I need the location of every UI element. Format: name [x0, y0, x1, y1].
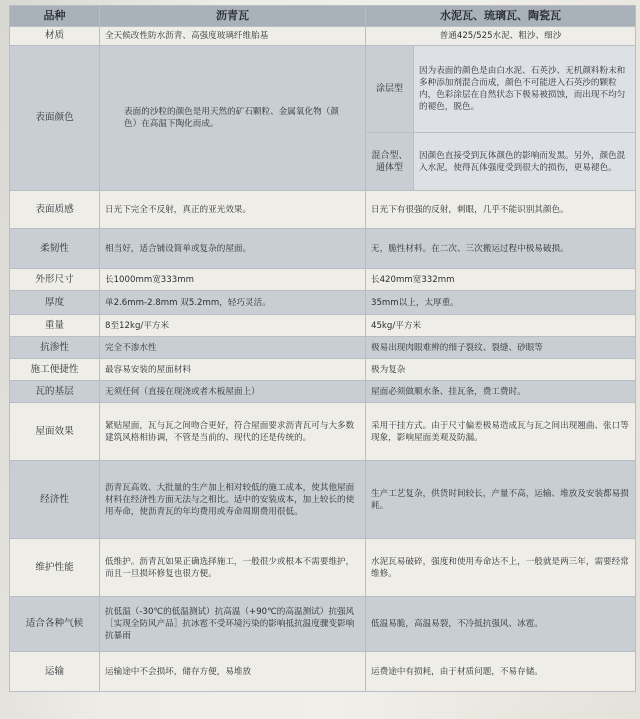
other-cell: 45kg/平方米: [366, 315, 636, 337]
asphalt-cell: 全天候改性防水沥青、高强度玻璃纤维胎基: [100, 27, 366, 46]
other-cell: 生产工艺复杂，供货时间较长，产量不高，运输、堆放及安装都易损耗。: [366, 461, 636, 539]
row-surface-color: [10, 46, 636, 133]
row-label: 厚度: [10, 291, 100, 315]
coating-type-text: 因为表面的颜色是由白水泥、石英沙、无机颜料粉末和多种添加剂混合而成，颜色不可能进入石英沙的颗粒内，色彩涂层在自然状态下极易被损蚀，而出现不均匀的褪色，脱色。: [414, 46, 636, 133]
row-label: 柔韧性: [10, 229, 100, 269]
row-texture: [10, 191, 636, 229]
row-label: 适合各种气候: [10, 597, 100, 652]
row-label: 施工便捷性: [10, 359, 100, 381]
row-label: 瓦的基层: [10, 381, 100, 403]
row-label: 外形尺寸: [10, 269, 100, 291]
other-cell: 运费途中有损耗，由于材质问题，不易存储。: [366, 652, 636, 692]
row-maintenance: [10, 539, 636, 597]
mixed-type-label: 混合型、通体型: [366, 133, 414, 191]
row-roof-effect: [10, 403, 636, 461]
row-label: 经济性: [10, 461, 100, 539]
row-label: 表面质感: [10, 191, 100, 229]
asphalt-cell: 沥青瓦高效、大批量的生产加上相对较低的施工成本，使其他屋面材料在经济性方面无法与之相比。适中的安装成本，加上较长的使用寿命，使沥青瓦的年均费用或寿命周期费用很低。: [100, 461, 366, 539]
other-cell: 屋面必须做顺水条、挂瓦条，费工费时。: [366, 381, 636, 403]
row-dimensions: [10, 269, 636, 291]
asphalt-cell: 无须任何（直接在现浇或者木板屋面上）: [100, 381, 366, 403]
asphalt-cell: 紧贴屋面，瓦与瓦之间吻合更好，符合屋面要求沥青瓦可与大多数建筑风格相协调，不管是当前的、现代的还是传统的。: [100, 403, 366, 461]
row-transport: [10, 652, 636, 692]
row-label: 重量: [10, 315, 100, 337]
row-label: 屋面效果: [10, 403, 100, 461]
other-cell: 低温易脆，高温易裂，不冷抵抗强风、冰雹。: [366, 597, 636, 652]
row-label: 表面颜色: [10, 46, 100, 191]
row-base-layer: [10, 381, 636, 403]
asphalt-cell: 相当好，适合铺设简单或复杂的屋面。: [100, 229, 366, 269]
row-label: 抗渗性: [10, 337, 100, 359]
header-other-tiles: 水泥瓦、琉璃瓦、陶瓷瓦: [366, 6, 636, 27]
asphalt-cell: 8至12kg/平方米: [100, 315, 366, 337]
asphalt-cell: 运输途中不会损坏，储存方便，易堆放: [100, 652, 366, 692]
mixed-type-text: 因颜色直接受到瓦体颜色的影响而发黑。另外，颜色混入水泥，使得瓦体强度受到很大的损伤，更易褪色。: [414, 133, 636, 191]
asphalt-cell: 长1000mm宽333mm: [100, 269, 366, 291]
header-row: [10, 6, 636, 27]
asphalt-cell: 日光下完全不反射，真正的亚光效果。: [100, 191, 366, 229]
row-weight: [10, 315, 636, 337]
row-impermeability: [10, 337, 636, 359]
other-cell: 普通425/525水泥、粗沙、细沙: [366, 27, 636, 46]
row-climate: [10, 597, 636, 652]
row-label: 维护性能: [10, 539, 100, 597]
coating-type-label: 涂层型: [366, 46, 414, 133]
row-economy: [10, 461, 636, 539]
row-material: [10, 27, 636, 46]
comparison-table: [9, 5, 636, 692]
asphalt-cell: 表面的沙粒的颜色是用天然的矿石颗粒、金属氧化物（颜色）在高温下陶化而成。: [100, 46, 366, 191]
other-cell: 水泥瓦易破碎，强度和使用寿命达不上，一般就是两三年，需要经常维修。: [366, 539, 636, 597]
other-cell: 极为复杂: [366, 359, 636, 381]
header-asphalt-tile: 沥青瓦: [100, 6, 366, 27]
asphalt-cell: 单2.6mm-2.8mm 双5.2mm，轻巧灵活。: [100, 291, 366, 315]
asphalt-cell: 最容易安装的屋面材料: [100, 359, 366, 381]
asphalt-cell: 完全不渗水性: [100, 337, 366, 359]
other-cell: 35mm以上，太厚重。: [366, 291, 636, 315]
other-cell: 日光下有很强的反射，刺眼，几乎不能识别其颜色。: [366, 191, 636, 229]
row-flexibility: [10, 229, 636, 269]
asphalt-cell: 低维护。沥青瓦如果正确选择施工，一般很少或根本不需要维护，而且一旦损坏修复也很方便。: [100, 539, 366, 597]
row-label: 运输: [10, 652, 100, 692]
row-label: 材质: [10, 27, 100, 46]
asphalt-cell: 抗低温（-30℃的低温测试）抗高温（+90℃的高温测试）抗强风［实现全防风产品］抗冰雹不受环境污染的影响抵抗温度骤变影响抗暴雨: [100, 597, 366, 652]
other-cell: 无，脆性材料。在二次、三次搬运过程中极易破损。: [366, 229, 636, 269]
header-variety: 品种: [10, 6, 100, 27]
row-installation: [10, 359, 636, 381]
other-cell: 采用干挂方式。由于尺寸偏差极易造成瓦与瓦之间出现翘曲、张口等现象，影响屋面美观及防漏。: [366, 403, 636, 461]
other-cell: 长420mm宽332mm: [366, 269, 636, 291]
other-cell: 极易出现肉眼难辨的细子裂纹、裂缝、砂眼等: [366, 337, 636, 359]
row-thickness: [10, 291, 636, 315]
